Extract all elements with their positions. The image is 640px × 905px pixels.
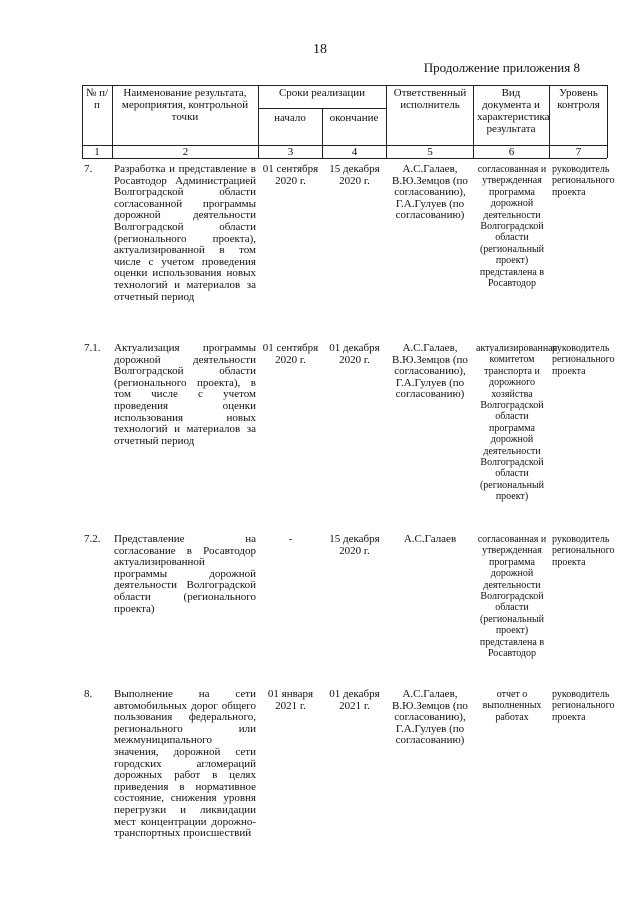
row-document: актуализированная комитетом транспорта и дорожного хозяйства Волгоградской области программа дорожной деятельности Волгоградской области (региональный проект) <box>476 343 558 503</box>
row-control-level: руководитель регионального проекта <box>552 343 615 377</box>
row-responsible: А.С.Галаев, В.Ю.Земцов (по согласованию), Г.А.Гулуев (по согласованию) <box>392 688 468 747</box>
row-end: 15 декабря 2020 г. <box>329 163 380 187</box>
header-num-4: 4 <box>351 146 358 158</box>
row-name: Выполнение на сети автомобильных дорог общего пользования федерального, регионального или межмуниципального значения, дорожной сети городских агломераций дорожных работ в целях приведения в нормативное состояние, снижения уровня перегрузки и ликвидации мест концентрации дорожно-транспортных происшествий <box>114 688 256 840</box>
header-col-level: Уровень контроля <box>557 87 600 111</box>
row-document: отчет о выполненных работах <box>482 689 542 723</box>
header-num-7: 7 <box>575 146 582 158</box>
row-start: 01 января 2021 г. <box>267 688 314 712</box>
row-responsible: А.С.Галаев <box>403 533 457 545</box>
row-end: 01 декабря 2020 г. <box>329 342 380 366</box>
header-col-no: № п/п <box>85 87 109 111</box>
header-col-start: начало <box>274 112 306 124</box>
row-responsible: А.С.Галаев, В.Ю.Земцов (по согласованию), Г.А.Гулуев (по согласованию) <box>392 163 468 222</box>
row-control-level: руководитель регионального проекта <box>552 164 615 198</box>
row-end: 01 декабря 2021 г. <box>329 688 380 712</box>
row-name: Актуализация программы дорожной деятельности Волгоградской области (регионального проекта), в том числе с учетом проведения оценки использования новых технологий и материалов за отчетный период <box>114 342 256 447</box>
header-col-resp: Ответственный исполнитель <box>393 87 467 111</box>
row-number: 8. <box>84 688 93 700</box>
header-num-5: 5 <box>427 146 433 158</box>
row-document: согласованная и утвержденная программа дорожной деятельности Волгоградской области (региональный проект) представлена в Росавтодор <box>477 164 547 290</box>
row-number: 7.1. <box>84 342 101 354</box>
row-document: согласованная и утвержденная программа дорожной деятельности Волгоградской области (региональный проект) представлена в Росавтодор <box>477 534 547 660</box>
header-num-6: 6 <box>508 146 515 158</box>
header-num-2: 2 <box>182 146 189 158</box>
row-end: 15 декабря 2020 г. <box>329 533 380 557</box>
row-control-level: руководитель регионального проекта <box>552 534 615 568</box>
header-num-3: 3 <box>287 146 294 158</box>
row-name: Представление на согласование в Росавтодор актуализированной программы дорожной деятельности Волгоградской области (регионального проекта) <box>114 533 256 615</box>
row-responsible: А.С.Галаев, В.Ю.Земцов (по согласованию), Г.А.Гулуев (по согласованию) <box>392 342 468 401</box>
row-start: 01 сентября 2020 г. <box>262 342 319 366</box>
header-col-doc: Вид документа и характеристика результата <box>477 87 550 135</box>
header-col-terms: Сроки реализации <box>278 87 366 99</box>
row-start: 01 сентября 2020 г. <box>262 163 319 187</box>
page-number: 18 <box>313 42 327 57</box>
continuation-label: Продолжение приложения 8 <box>423 60 580 75</box>
row-control-level: руководитель регионального проекта <box>552 689 615 723</box>
row-number: 7. <box>84 163 93 175</box>
row-name: Разработка и представление в Росавтодор Администрацией Волгоградской области согласованной программы дорожной деятельности Волгоградской области (регионального проекта), актуализированной в том числе с учетом проведения оценки использования новых технологий и материалов за отчетный период <box>114 163 256 303</box>
row-start: - <box>288 533 293 545</box>
row-number: 7.2. <box>84 533 101 545</box>
header-col-end: окончание <box>329 112 379 124</box>
header-num-1: 1 <box>94 146 100 158</box>
header-col-name: Наименование результата, мероприятия, контрольной точки <box>121 87 249 123</box>
